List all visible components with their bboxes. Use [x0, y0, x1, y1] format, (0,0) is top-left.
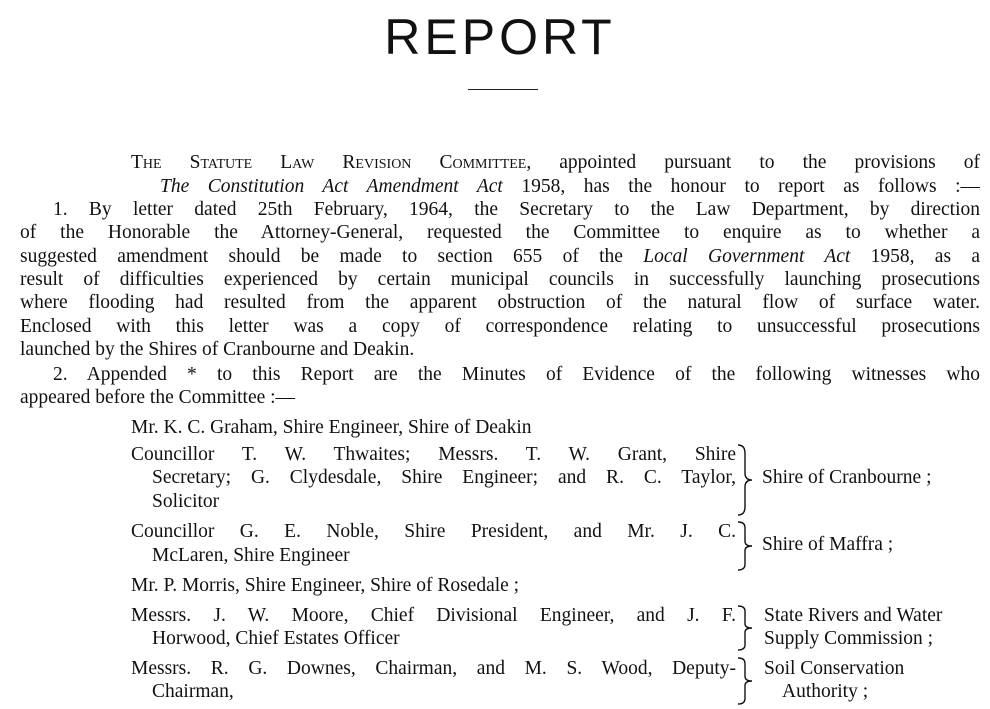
title-divider [468, 89, 538, 90]
witness-line: Councillor G. E. Noble, Shire President, and Mr. J. C. [131, 521, 736, 542]
text-segment: 1958, has the honour to report as follows :— [502, 176, 980, 197]
witness-line: Secretary; G. Clydesdale, Shire Engineer; and R. C. Taylor, [152, 467, 736, 488]
paragraph-1-line [53, 198, 980, 221]
text-segment: appeared before the Committee :— [20, 387, 296, 408]
witness-line: Messrs. R. G. Downes, Chairman, and M. S. Wood, Deputy- [131, 658, 736, 679]
italic-title-text: The Constitution Act Amendment Act [160, 176, 503, 197]
witness-body-label: Supply Commission ; [764, 628, 934, 649]
witness-line: Horwood, Chief Estates Officer [152, 628, 400, 649]
paragraph-1-line [20, 268, 980, 291]
right-brace-icon [738, 445, 752, 515]
text-segment: 1958, as a [850, 246, 980, 267]
right-brace-icon [738, 658, 752, 704]
witness-line: McLaren, Shire Engineer [152, 545, 350, 566]
text-segment: Enclosed with this letter was a copy of correspondence relating to unsuccessful prosecutions [20, 316, 980, 337]
witness-line: Mr. K. C. Graham, Shire Engineer, Shire of Deakin [131, 417, 532, 438]
text-segment: where flooding had resulted from the apparent obstruction of the natural flow of surface water. [20, 292, 980, 313]
right-brace-icon [738, 606, 752, 650]
text-segment: result of difficulties experienced by certain municipal councils in successfully launching prosecutions [20, 269, 980, 290]
text-segment: suggested amendment should be made to section 655 of the [20, 246, 644, 267]
witness-line: Solicitor [152, 491, 220, 512]
paragraph-2-line [20, 386, 980, 409]
witness-body-label: Shire of Cranbourne ; [762, 467, 932, 488]
text-segment: 1. By letter dated 25th February, 1964, the Secretary to the Law Department, by direction [53, 199, 980, 220]
intro-line [160, 175, 980, 198]
witness-body-label: Authority ; [782, 681, 869, 702]
witness-body-label: Shire of Maffra ; [762, 534, 894, 555]
witness-line: Messrs. J. W. Moore, Chief Divisional Engineer, and J. F. [131, 605, 736, 626]
text-segment: , appointed pursuant to the provisions of [526, 152, 980, 173]
italic-title-text: Local Government Act [643, 246, 851, 267]
paragraph-1-line [20, 221, 980, 244]
right-brace-icon [738, 522, 752, 570]
witness-line: Councillor T. W. Thwaites; Messrs. T. W. Grant, Shire [131, 444, 736, 465]
text-segment: launched by the Shires of Cranbourne and Deakin. [20, 339, 415, 360]
paragraph-1-line [20, 338, 980, 361]
text-segment: of the Honorable the Attorney-General, requested the Committee to enquire as to whether a [20, 222, 980, 243]
paragraph-1-line [20, 291, 980, 314]
paragraph-2-line [53, 363, 980, 386]
text-segment: 2. Appended * to this Report are the Minutes of Evidence of the following witnesses who [53, 364, 980, 385]
committee-name: The Statute Law Revision Committee [131, 152, 527, 173]
witness-body-label: Soil Conservation [764, 658, 905, 679]
report-title: REPORT [384, 9, 616, 65]
witness-body-label: State Rivers and Water [764, 605, 943, 626]
paragraph-1-line [20, 245, 980, 268]
intro-line [131, 151, 980, 174]
witness-line: Mr. P. Morris, Shire Engineer, Shire of Rosedale ; [131, 575, 520, 596]
witness-line: Chairman, [152, 681, 234, 702]
paragraph-1-line [20, 315, 980, 338]
